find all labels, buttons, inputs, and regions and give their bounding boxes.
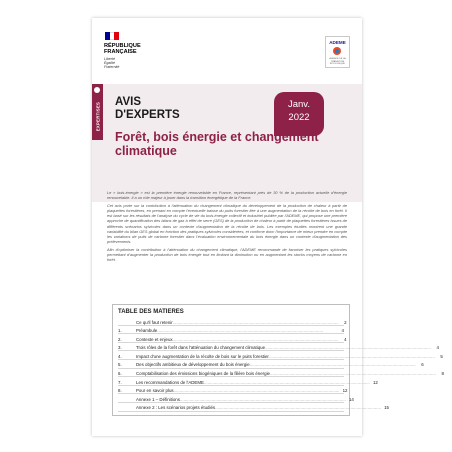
flag-red-stripe bbox=[114, 32, 119, 40]
document-title: Forêt, bois énergie et changement climatique bbox=[115, 130, 319, 158]
date-month: Janv. bbox=[287, 99, 310, 110]
toc-text: Les recommandations de l'ADEME bbox=[136, 379, 204, 385]
toc-text: Trois rôles de la forêt dans l'atténuation du changement climatique bbox=[136, 345, 266, 351]
toc-page: 8 bbox=[441, 371, 444, 377]
republic-name-line1: RÉPUBLIQUE bbox=[104, 43, 141, 49]
toc-number: 6. bbox=[118, 371, 122, 377]
toc-leader: ........................................................................................................................................ bbox=[268, 353, 435, 359]
toc-number: 7. bbox=[118, 379, 122, 385]
toc-text: Des objectifs ambitieux de développement du bois énergie bbox=[136, 362, 250, 368]
toc-leader: ........................................................................................................................................ bbox=[203, 379, 370, 385]
motto-line: Fraternité bbox=[104, 65, 120, 69]
toc-number: 4. bbox=[118, 353, 122, 359]
toc-number: 5. bbox=[118, 362, 122, 368]
toc-number: 8. bbox=[118, 388, 122, 394]
toc-text: Pour en savoir plus bbox=[136, 388, 174, 394]
toc-entry[interactable] bbox=[118, 377, 378, 386]
intro-paragraph: Cet avis porte sur la contribution à l'atténuation du changement climatique du développement de la production de chaleur à partir de plaquettes forestières, en prenant en compte l'éventuelle baisse du puits forestier liée à une augmentation de la récolte de bois en forêt. Il est basé sur les résultats de l'analyse du cycle de vie du bois-énergie collectif et industriel publiée par l'ADEME, qui propose une première approche de quantification des bilans de gaz à effet de serre (GES) de la production de chaleur à partir de plaquettes forestières issues de différents scénarios sylvicoles dans un contexte d'augmentation de la récolte de bois. Les exemples étudiés montrent une grande variabilité du bilan GES global en fonction des pratiques sylvicoles considérées, et confirme donc l'importance de mieux prendre en compte les variations de puits de carbone forestier dans l'évaluation environnementale du bois énergie dans un contexte d'augmentation des prélèvements. bbox=[107, 203, 347, 244]
ademe-logo-icon bbox=[333, 47, 341, 55]
date-year: 2022 bbox=[288, 112, 310, 123]
ademe-logo bbox=[325, 36, 350, 68]
toc-leader: ........................................................................................................................................ bbox=[172, 336, 339, 342]
toc-text: Ce qu'il faut retenir bbox=[136, 319, 173, 325]
toc-entry[interactable] bbox=[118, 343, 439, 352]
toc-text: Comptabilisation des émissions biogéniques de la filière bois énergie bbox=[136, 371, 270, 377]
toc-page: 12 bbox=[372, 379, 378, 385]
toc-leader: ........................................................................................................................................ bbox=[249, 362, 416, 368]
intro-paragraph: Afin d'optimiser la contribution à l'atténuation du changement climatique, l'ADEME recommande de favoriser les pratiques sylvicoles permettant d'augmenter la production de bois énergie tout en limitant la diminution ou en augmentant les stocks moyens de carbone en forêt. bbox=[107, 246, 347, 263]
toc-page: 15 bbox=[384, 405, 389, 411]
toc-page: 4 bbox=[344, 336, 347, 342]
toc-entry[interactable] bbox=[118, 360, 424, 369]
motto-line: Égalité bbox=[104, 61, 115, 65]
republique-francaise-logo bbox=[104, 32, 164, 69]
toc-entry[interactable] bbox=[118, 334, 347, 343]
french-flag-icon bbox=[105, 32, 119, 40]
republic-name bbox=[104, 43, 164, 55]
table-of-contents bbox=[112, 304, 444, 416]
toc-leader: ........................................................................................................................................ bbox=[157, 328, 324, 334]
toc-leader: ........................................................................................................................................ bbox=[179, 396, 346, 402]
toc-entry[interactable] bbox=[118, 386, 348, 395]
toc-text: Annexe 2 : Les scénarios projets étudiés bbox=[136, 405, 216, 411]
toc-number: 2. bbox=[118, 336, 122, 342]
toc-page: 5 bbox=[440, 353, 443, 359]
republic-name-line2: FRANÇAISE bbox=[104, 49, 137, 55]
toc-text: Contexte et enjeux bbox=[136, 336, 173, 342]
toc-leader: ........................................................................................................................................ bbox=[215, 405, 381, 411]
toc-leader: ........................................................................................................................................ bbox=[265, 345, 431, 351]
toc-entry[interactable] bbox=[118, 317, 347, 326]
republic-motto bbox=[104, 57, 164, 69]
ademe-wordmark: ADEME bbox=[329, 40, 346, 45]
toc-entry[interactable] bbox=[118, 326, 344, 335]
toc-page: 6 bbox=[421, 362, 424, 368]
toc-leader: ........................................................................................................................................ bbox=[172, 319, 339, 325]
toc-entry[interactable] bbox=[118, 351, 443, 360]
toc-page: 14 bbox=[348, 396, 354, 402]
ademe-tagline: AGENCE DE LA TRANSITION ÉCOLOGIQUE bbox=[329, 58, 346, 66]
toc-text: Impact d'une augmentation de la récolte de bois sur le puits forestier bbox=[136, 353, 269, 359]
intro-section bbox=[107, 190, 347, 265]
toc-number: 3. bbox=[118, 345, 122, 351]
document-page bbox=[92, 18, 444, 436]
avis-experts-heading bbox=[115, 96, 180, 122]
toc-text: Préambule bbox=[136, 328, 158, 334]
toc-text: Annexe 1 – Définitions bbox=[136, 396, 180, 402]
toc-page: 4 bbox=[341, 328, 344, 334]
toc-page: 2 bbox=[344, 319, 347, 325]
toc-leader: ........................................................................................................................................ bbox=[270, 371, 436, 377]
toc-leader: ........................................................................................................................................ bbox=[173, 388, 340, 394]
expertises-sidebar-tab bbox=[92, 84, 103, 140]
toc-title: TABLE DES MATIERES bbox=[118, 309, 184, 315]
circle-icon bbox=[94, 87, 100, 93]
sidebar-label: EXPERTISES bbox=[95, 101, 101, 132]
toc-entry[interactable] bbox=[118, 403, 389, 412]
toc-entry[interactable] bbox=[118, 369, 444, 378]
toc-page: 12 bbox=[342, 388, 348, 394]
toc-page: 4 bbox=[436, 345, 439, 351]
avis-line2: D'EXPERTS bbox=[115, 109, 180, 121]
intro-paragraph: Le « bois-énergie » est la première énergie renouvelable en France, représentant près de 30 % de la production actuelle d'énergie renouvelable. Il a un rôle majeur à jouer dans la transition énergétique de la France. bbox=[107, 190, 347, 201]
avis-line1: AVIS bbox=[115, 96, 141, 108]
toc-entry[interactable] bbox=[118, 394, 354, 403]
toc-number: 1. bbox=[118, 328, 122, 334]
motto-line: Liberté bbox=[104, 57, 115, 61]
